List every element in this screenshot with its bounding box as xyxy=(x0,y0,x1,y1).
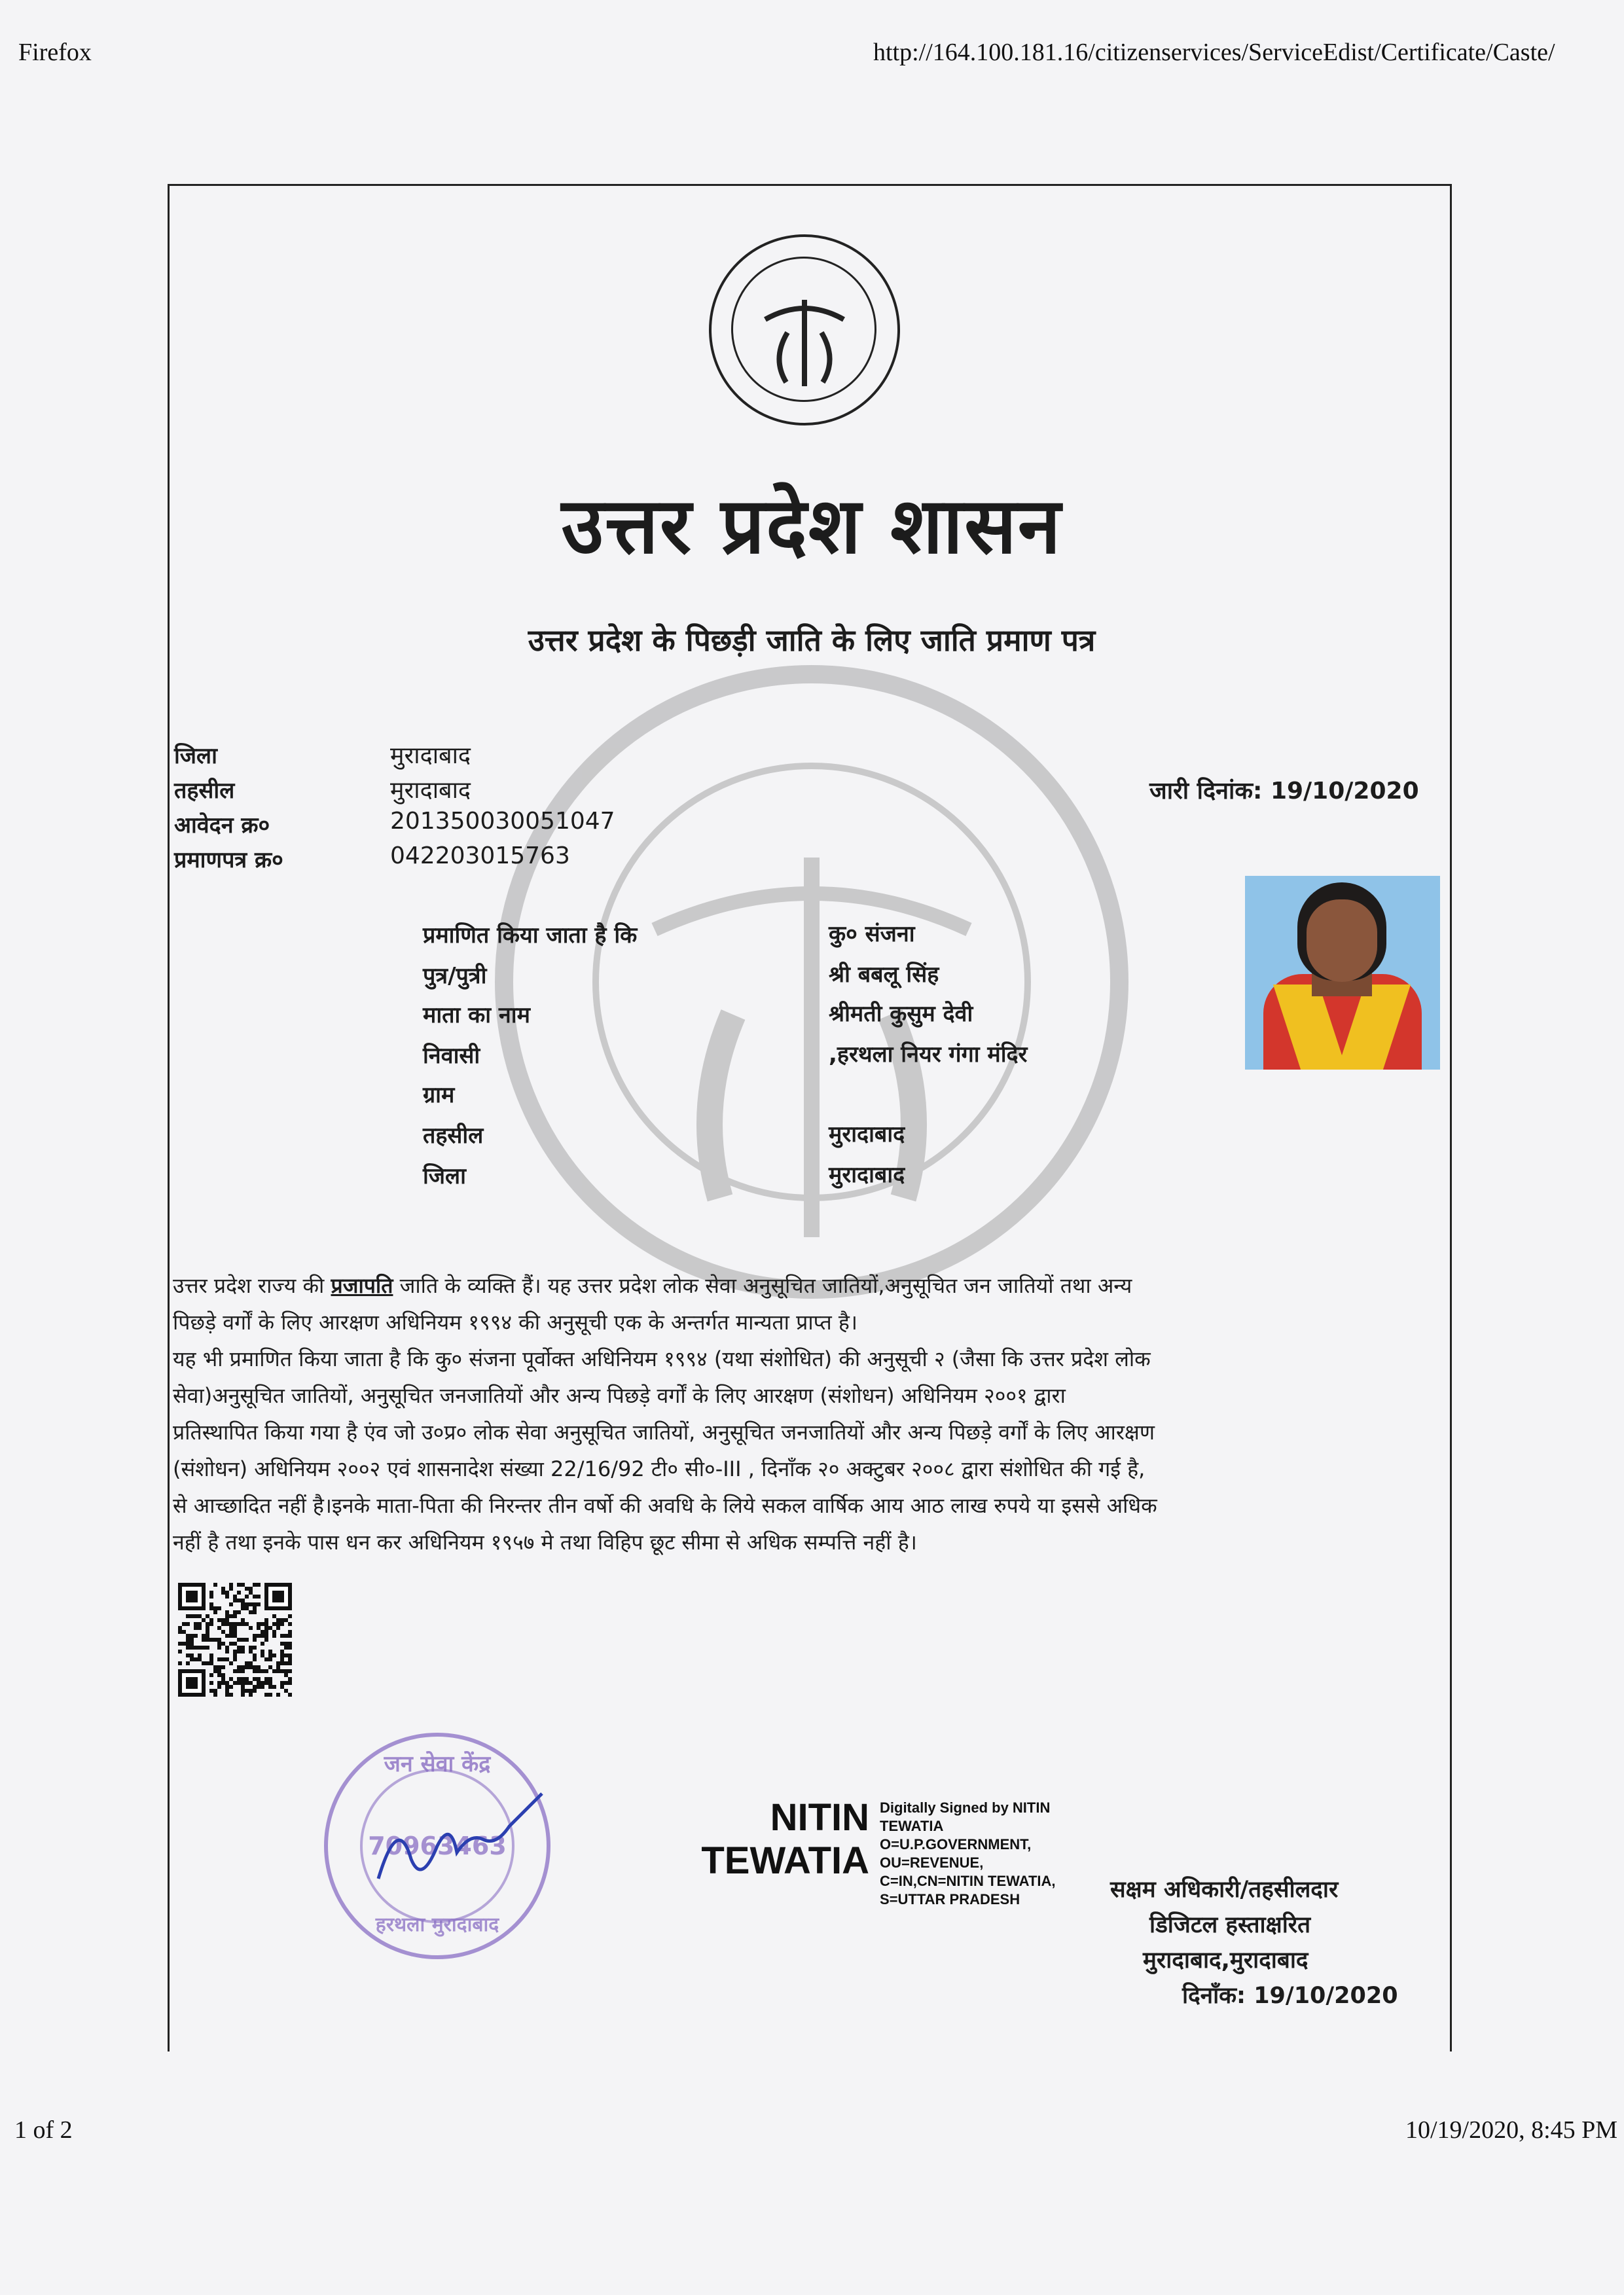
mother-name-value: श्रीमती कुसुम देवी xyxy=(829,1001,973,1027)
officer-designation: सक्षम अधिकारी/तहसीलदार xyxy=(1110,1877,1339,1903)
browser-app-name: Firefox xyxy=(18,39,92,66)
body-line-7: से आच्छादित नहीं है।इनके माता-पिता की निरन्तर तीन वर्षो की अवधि के लिये सकल वार्षिक आय आठ लाख रुपये या इससे अधिक xyxy=(173,1493,1157,1518)
person-district-label: जिला xyxy=(423,1163,466,1189)
body-line-4: सेवा)अनुसूचित जातियों, अनुसूचित जनजातियों और अन्य पिछड़े वर्गों के लिए आरक्षण (संशोधन) अधिनियम २००१ द्वारा xyxy=(173,1383,1066,1408)
signer-name-line-1: NITIN xyxy=(770,1796,869,1839)
officer-date: दिनाँक: 19/10/2020 xyxy=(1182,1983,1398,2009)
officer-signature-type: डिजिटल हस्ताक्षरित xyxy=(1149,1912,1311,1938)
body-line-1-start: उत्तर प्रदेश राज्य की xyxy=(173,1273,331,1298)
issue-date: जारी दिनांक: 19/10/2020 xyxy=(1149,778,1419,804)
signer-name xyxy=(693,1796,869,1883)
application-number-label: आवेदन क्र० xyxy=(174,812,270,839)
stamp-top-text: जन सेवा केंद्र xyxy=(384,1751,491,1777)
print-datetime: 10/19/2020, 8:45 PM xyxy=(1405,2116,1618,2144)
mother-name-label: माता का नाम xyxy=(423,1002,530,1028)
certify-label: प्रमाणित किया जाता है कि xyxy=(423,922,638,949)
qr-code xyxy=(178,1583,296,1699)
person-district-value: मुरादाबाद xyxy=(829,1162,905,1188)
body-line-1 xyxy=(173,1267,1443,1304)
resident-value: ,हरथला नियर गंगा मंदिर xyxy=(829,1041,1028,1068)
relation-value: श्री बबलू सिंह xyxy=(829,962,939,988)
body-line-5: प्रतिस्थापित किया गया है एंव जो उ०प्र० लोक सेवा अनुसूचित जातियों, अनुसूचित जनजातियों और अन्य पिछड़े वर्गों के लिए आरक्षण xyxy=(173,1420,1155,1445)
application-number-value: 201350030051047 xyxy=(390,808,615,835)
resident-label: निवासी xyxy=(423,1043,480,1069)
tehsil-value: मुरादाबाद xyxy=(390,777,471,804)
relation-label: पुत्र/पुत्री xyxy=(423,963,487,989)
csc-stamp xyxy=(319,1728,555,1964)
bow-arrow-fish-icon xyxy=(709,234,900,425)
handwritten-signature xyxy=(359,1767,555,1898)
page-url: http://164.100.181.16/citizenservices/ServiceEdist/Certificate/Caste/ xyxy=(873,39,1555,66)
certificate-number-value: 042203015763 xyxy=(390,842,570,869)
body-line-1-end: जाति के व्यक्ति हैं। यह उत्तर प्रदेश लोक सेवा अनुसूचित जातियों,अनुसूचित जन जातियों तथा अन्य xyxy=(393,1273,1132,1298)
person-tehsil-label: तहसील xyxy=(423,1123,484,1149)
body-line-3: यह भी प्रमाणित किया जाता है कि कु० संजना पूर्वोक्त अधिनियम १९९४ (यथा संशोधित) की अनुसूची २ (जैसा कि उत्तर प्रदेश लोक xyxy=(173,1346,1151,1371)
watermark-emblem xyxy=(458,648,1165,1316)
body-line-8: नहीं है तथा इनके पास धन कर अधिनियम १९५७ मे तथा विहिप छूट सीमा से अधिक सम्पत्ति नहीं है। xyxy=(173,1530,917,1555)
officer-location: मुरादाबाद,मुरादाबाद xyxy=(1143,1947,1308,1974)
caste-name: प्रजापति xyxy=(331,1273,393,1298)
applicant-photo xyxy=(1245,876,1440,1070)
stamp-number: 70963463 xyxy=(368,1832,507,1860)
certify-value: कु० संजना xyxy=(829,921,915,947)
certificate-body xyxy=(173,1267,1443,1561)
digital-signature-detail: Digitally Signed by NITIN TEWATIA O=U.P.GOVERNMENT, OU=REVENUE, C=IN,CN=NITIN TEWATIA, S=UTTAR PRADESH xyxy=(880,1799,1056,1907)
certificate-subtitle: उत्तर प्रदेश के पिछड़ी जाति के लिए जाति प्रमाण पत्र xyxy=(528,623,1096,658)
tehsil-label: तहसील xyxy=(174,778,235,804)
page-counter: 1 of 2 xyxy=(14,2116,73,2144)
page-title: उत्तर प्रदेश शासन xyxy=(561,480,1062,571)
certificate-number-label: प्रमाणपत्र क्र० xyxy=(174,847,283,873)
body-line-6: (संशोधन) अधिनियम २००२ एवं शासनादेश संख्या 22/16/92 टी० सी०-III , दिनाँक २० अक्टुबर २००८ द्वारा संशोधित की गई है, xyxy=(173,1456,1146,1481)
photo-face xyxy=(1307,899,1377,982)
up-government-emblem xyxy=(709,234,900,425)
body-line-2: पिछड़े वर्गों के लिए आरक्षण अधिनियम १९९४ की अनुसूची एक के अन्तर्गत मान्यता प्राप्त है। xyxy=(173,1310,857,1335)
person-tehsil-value: मुरादाबाद xyxy=(829,1121,905,1148)
district-label: जिला xyxy=(174,743,217,769)
district-value: मुरादाबाद xyxy=(390,742,471,769)
village-label: ग्राम xyxy=(423,1082,455,1108)
stamp-bottom-text: हरथला मुरादाबाद xyxy=(375,1913,499,1936)
signer-name-line-2: TEWATIA xyxy=(701,1839,869,1882)
